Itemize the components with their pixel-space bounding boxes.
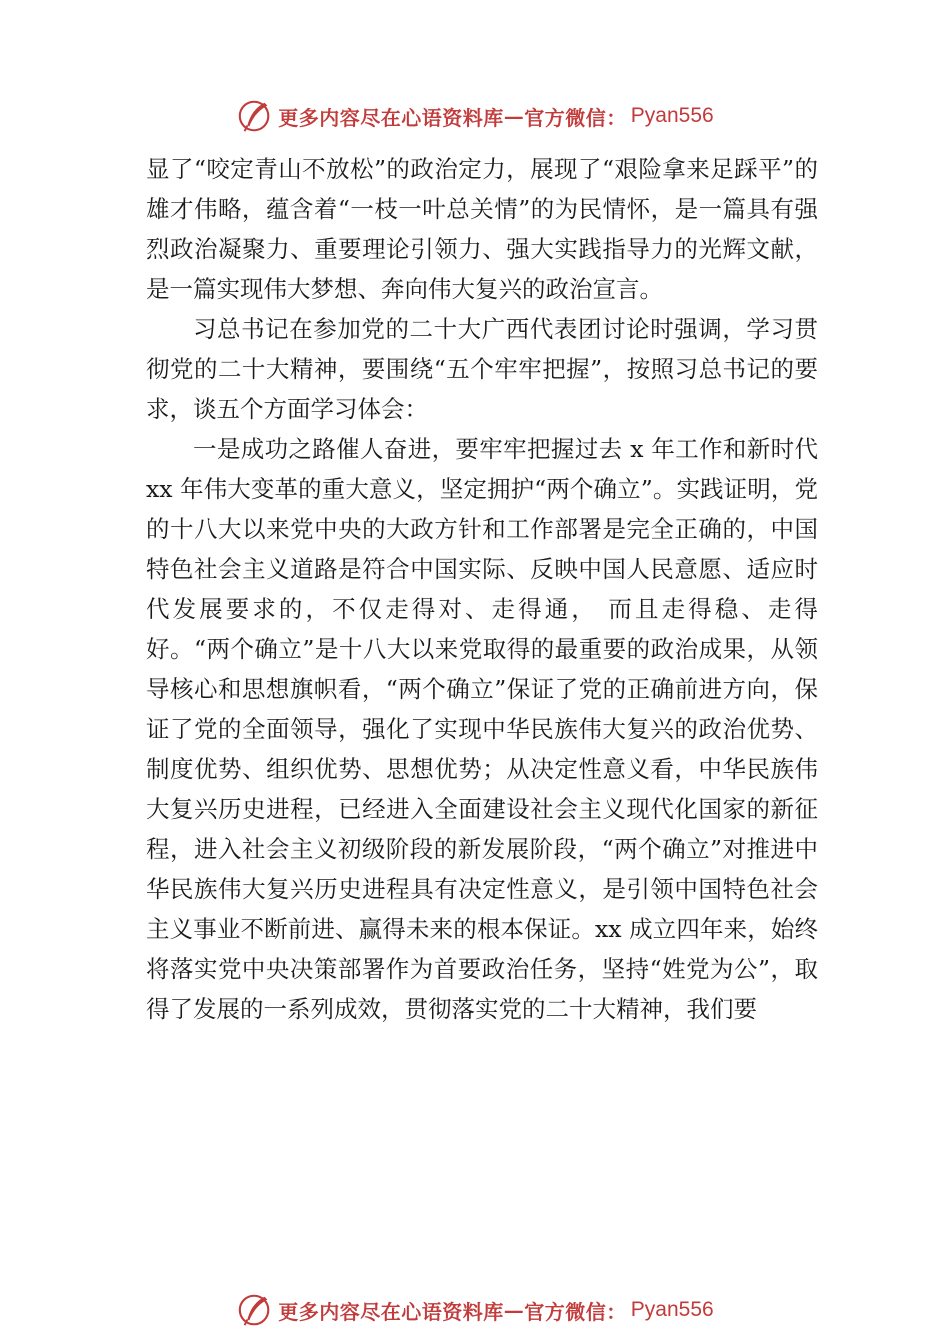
watermark-wechat-label: 官方微信： xyxy=(524,105,627,130)
footer-watermark xyxy=(0,1286,950,1334)
quill-pen-icon xyxy=(236,1291,274,1329)
watermark-dash: — xyxy=(503,1298,525,1322)
watermark-wechat-id: Pyan556 xyxy=(630,1298,714,1321)
watermark-wechat-label: 官方微信： xyxy=(524,1299,627,1324)
watermark-brand-text: 更多内容尽在心语资料库 xyxy=(278,105,504,130)
watermark-dash: — xyxy=(503,104,525,128)
header-watermark xyxy=(0,92,950,140)
paragraph-point-one: 一是成功之路催人奋进，要牢牢把握过去 x 年工作和新时代 xx 年伟大变革的重大意义，坚定拥护“两个确立”。实践证明，党的十八大以来党中央的大政方针和工作部署是完全正确的，中国特色社会主义道路是符合中国实际、反映中国人民意愿、适应时代发展要求的，不仅走得对、走得通， 而且走得稳、走得好。“两个确立”是十八大以来党取得的最重要的政治成果，从领导核心和思想旗帜看，“两个确立”保证了党的正确前进方向，保证了党的全面领导，强化了实现中华民族伟大复兴的政治优势、制度优势、组织优势、思想优势；从决定性意义看，中华民族伟大复兴历史进程，已经进入全面建设社会主义现代化国家的新征程，进入社会主义初级阶段的新发展阶段，“两个确立”对推进中华民族伟大复兴历史进程具有决定性意义，是引领中国特色社会主义事业不断前进、赢得未来的根本保证。xx 成立四年来，始终将落实党中央决策部署作为首要政治任务，坚持“姓党为公”，取得了发展的一系列成效，贯彻落实党的二十大精神，我们要 xyxy=(146,435,818,1023)
paragraph-continuation: 显了“咬定青山不放松”的政治定力，展现了“艰险拿来足踩平”的雄才伟略，蕴含着“一枝一叶总关情”的为民情怀，是一篇具有强烈政治凝聚力、重要理论引领力、强大实践指导力的光辉文献，是一篇实现伟大梦想、奔向伟大复兴的政治宣言。 xyxy=(146,155,818,303)
watermark-wechat-id: Pyan556 xyxy=(630,104,714,127)
watermark-brand-text: 更多内容尽在心语资料库 xyxy=(278,1299,504,1324)
document-body xyxy=(146,149,818,1029)
paragraph-intro: 习总书记在参加党的二十大广西代表团讨论时强调，学习贯彻党的二十大精神，要围绕“五个牢牢把握”，按照习总书记的要求，谈五个方面学习体会： xyxy=(146,315,818,423)
quill-pen-icon xyxy=(236,97,274,135)
